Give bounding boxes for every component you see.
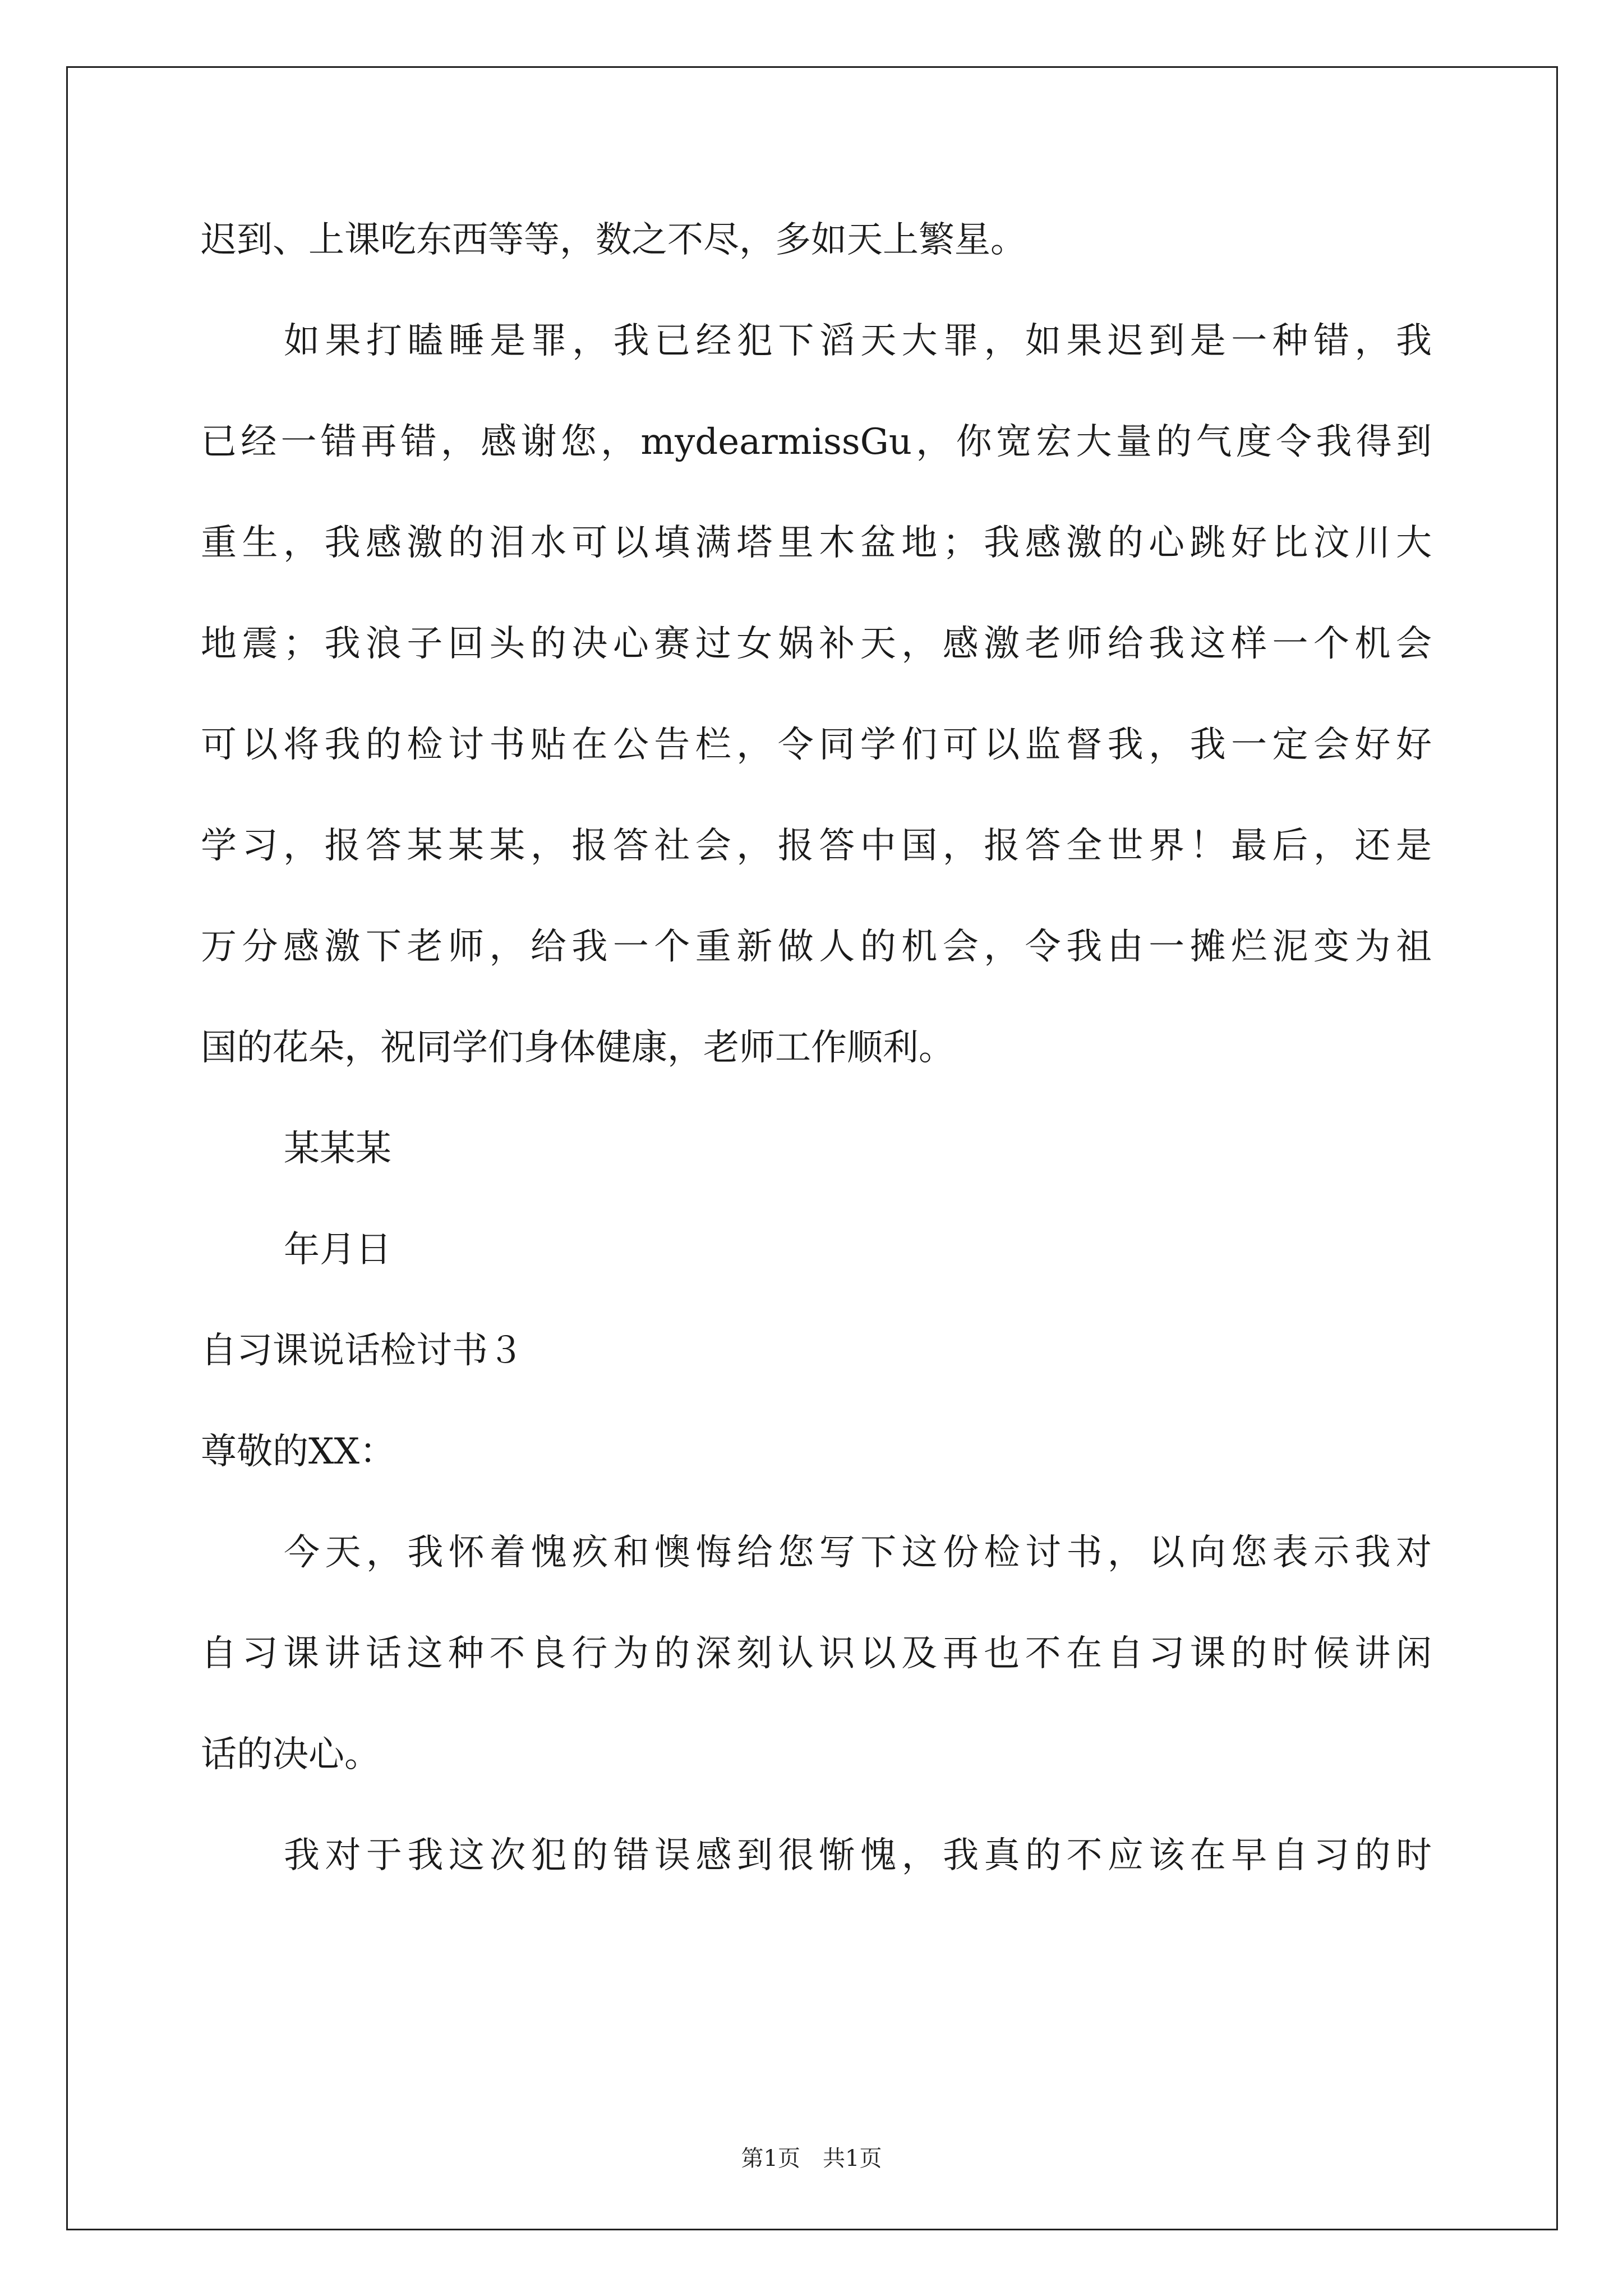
- salutation: 尊敬的XX：: [201, 1431, 396, 1473]
- text-line: 学习，报答某某某，报答社会，报答中国，报答全世界！最后，还是: [201, 825, 1432, 867]
- text-line: 万分感激下老师，给我一个重新做人的机会，令我由一摊烂泥变为祖: [201, 926, 1432, 968]
- text-line: 已经一错再错，感谢您，mydearmissGu，你宽宏大量的气度令我得到: [201, 421, 1432, 463]
- signature-date: 年月日: [284, 1229, 391, 1271]
- text-line: 地震；我浪子回头的决心赛过女娲补天，感激老师给我这样一个机会: [201, 623, 1432, 665]
- text-line: 国的花朵，祝同学们身体健康，老师工作顺利。: [201, 1027, 955, 1069]
- signature-name: 某某某: [284, 1128, 391, 1170]
- text-line: 话的决心。: [201, 1734, 380, 1775]
- text-line: 我对于我这次犯的错误感到很惭愧，我真的不应该在早自习的时: [284, 1835, 1432, 1876]
- document-body: [201, 190, 1432, 1906]
- section-title: 自习课说话检讨书３: [201, 1330, 524, 1372]
- text-line: 自习课讲话这种不良行为的深刻认识以及再也不在自习课的时候讲闲: [201, 1633, 1432, 1674]
- page-number-footer: 第1页 共1页: [741, 2146, 882, 2171]
- text-line: 如果打瞌睡是罪，我已经犯下滔天大罪，如果迟到是一种错，我: [284, 320, 1432, 362]
- text-line: 可以将我的检讨书贴在公告栏，令同学们可以监督我，我一定会好好: [201, 724, 1432, 766]
- text-line: 今天，我怀着愧疚和懊悔给您写下这份检讨书，以向您表示我对: [284, 1532, 1432, 1573]
- text-line: 重生，我感激的泪水可以填满塔里木盆地；我感激的心跳好比汶川大: [201, 522, 1432, 564]
- text-line: 迟到、上课吃东西等等，数之不尽，多如天上繁星。: [201, 219, 1026, 261]
